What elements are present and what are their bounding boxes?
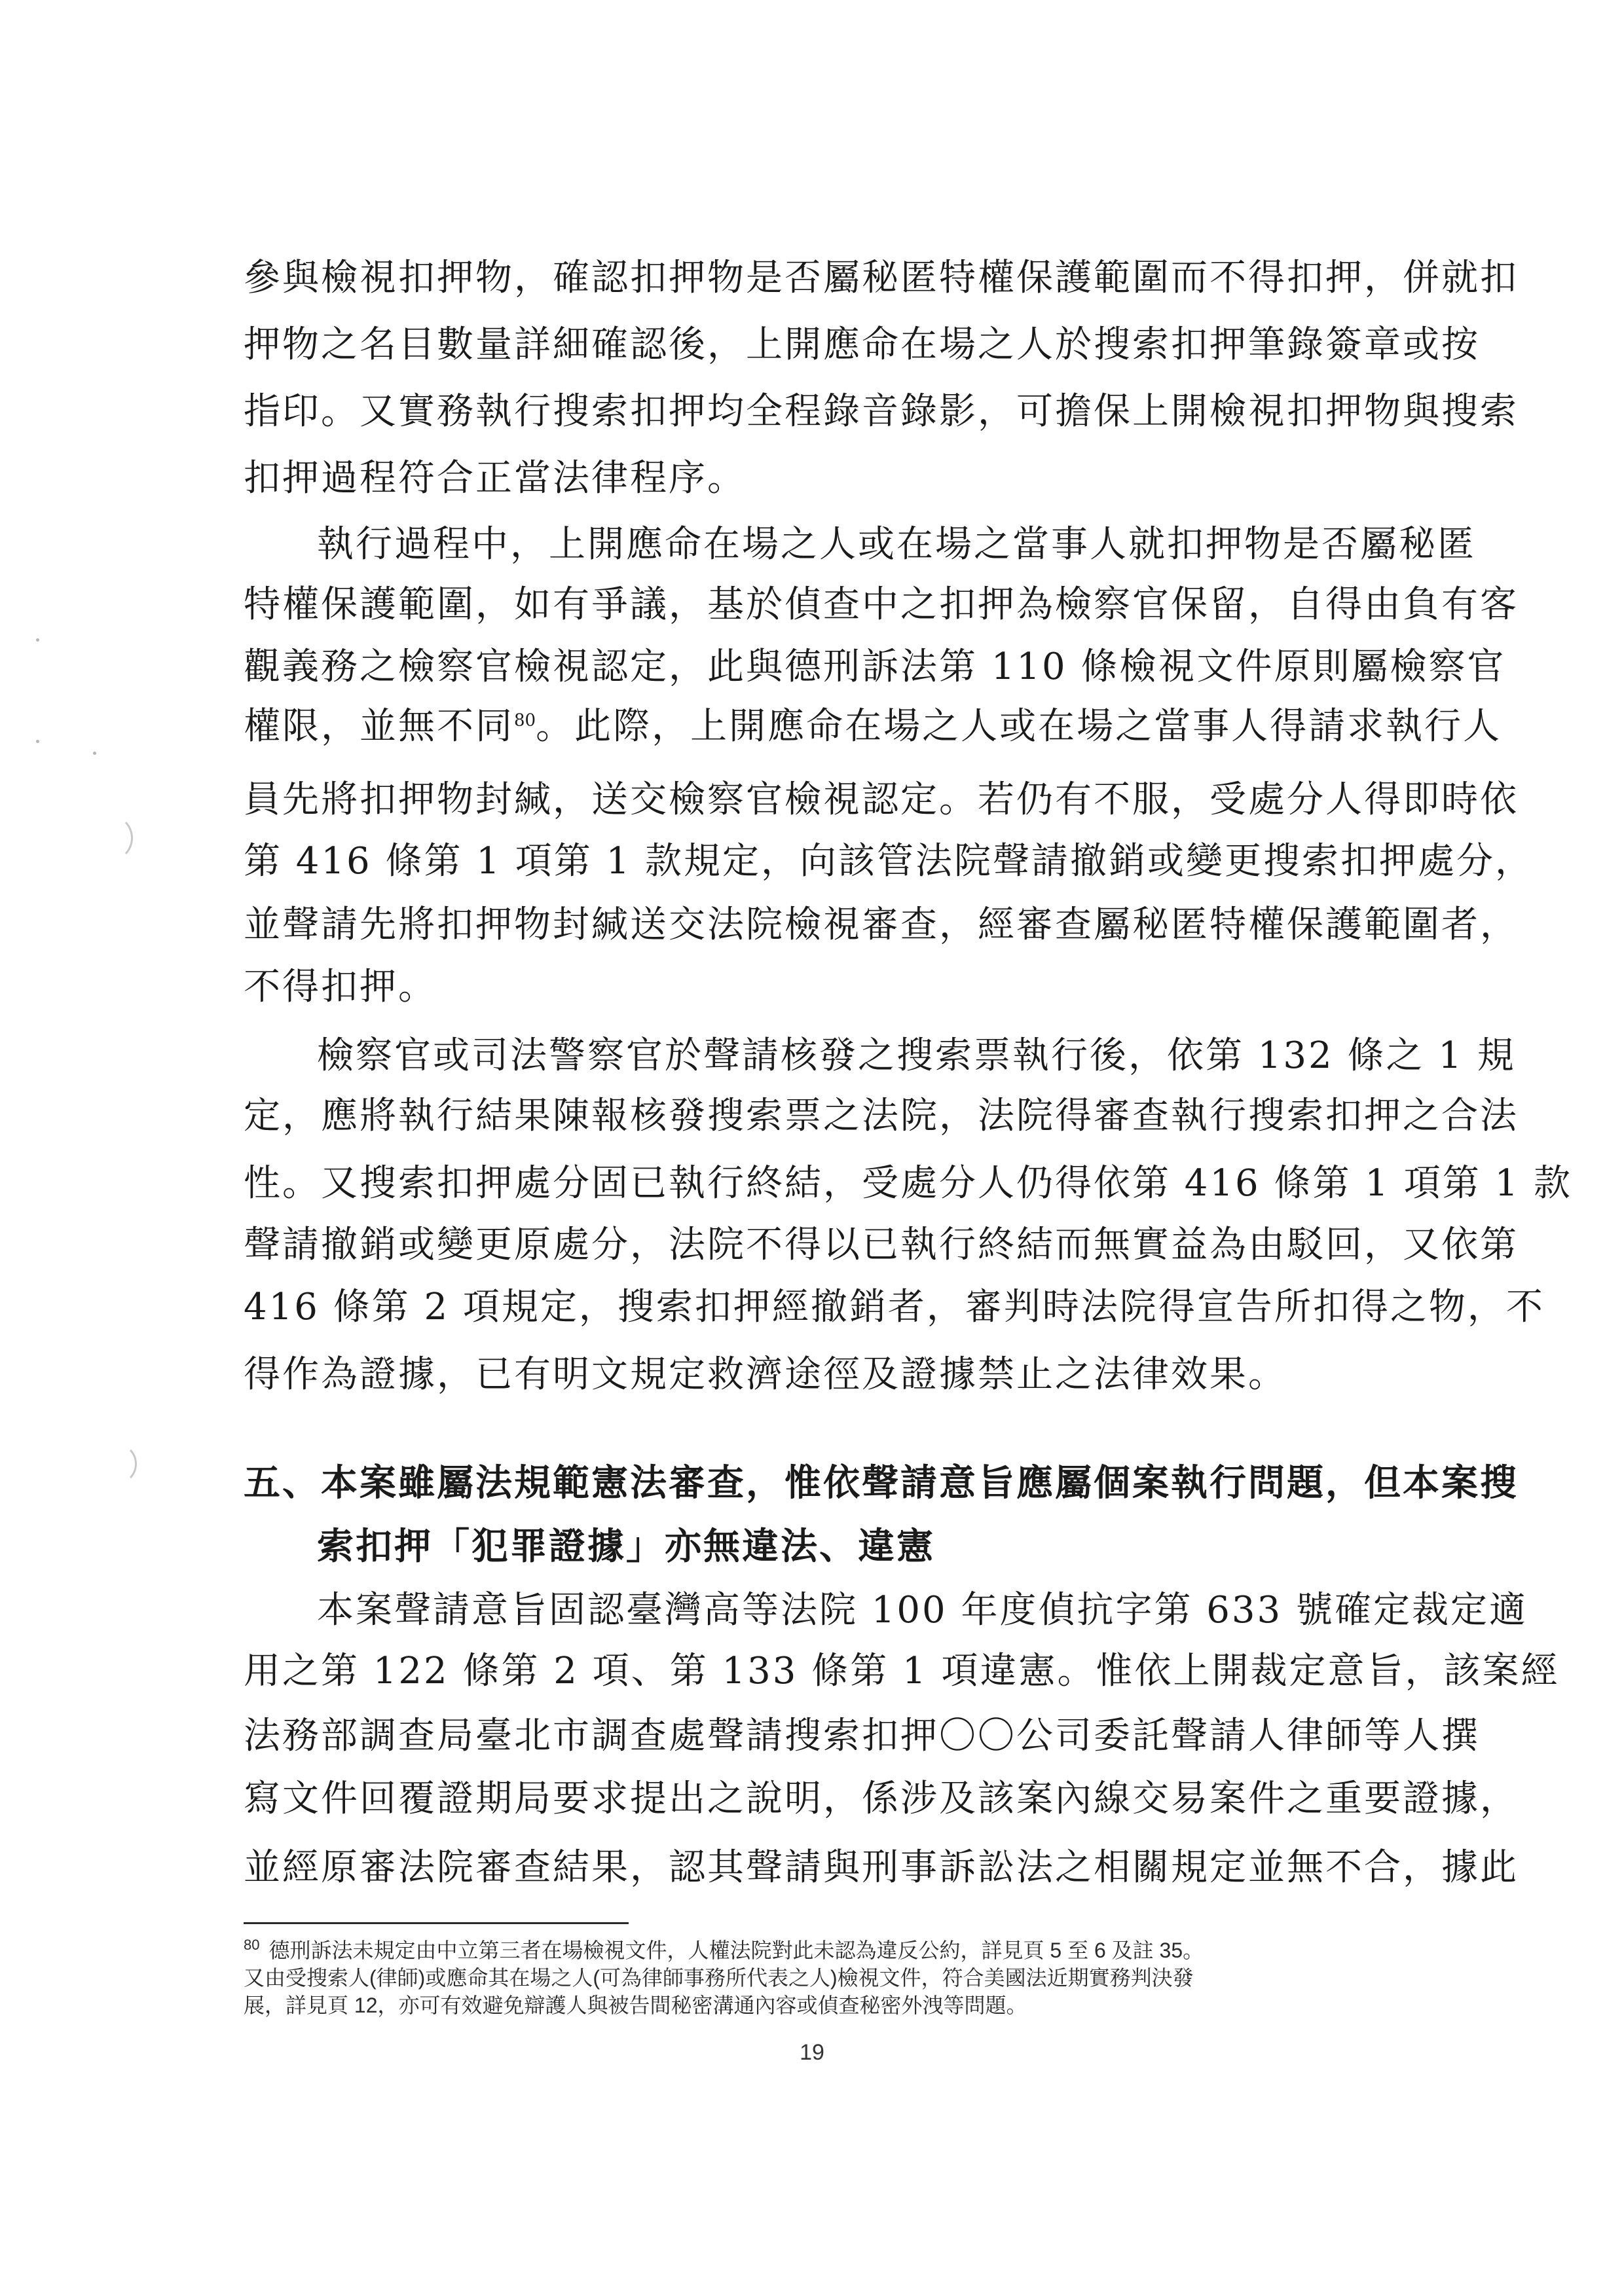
paragraph1-line: 扣押過程符合正當法律程序。	[244, 457, 746, 500]
paragraph3-line: 416 條第 2 項規定，搜索扣押經撤銷者，審判時法院得宣告所扣得之物，不	[244, 1286, 1545, 1328]
page-number: 19	[800, 2040, 824, 2065]
paragraph2-line: 執行過程中，上開應命在場之人或在場之當事人就扣押物是否屬秘匿	[317, 523, 1476, 566]
scan-hole-mark	[89, 815, 133, 861]
scan-dot	[36, 638, 39, 642]
section5-line: 法務部調查局臺北市調查處聲請搜索扣押〇〇公司委託聲請人律師等人撰	[244, 1715, 1480, 1757]
paragraph3-line: 性。又搜索扣押處分固已執行終結，受處分人仍得依第 416 條第 1 項第 1 款	[244, 1162, 1572, 1205]
footnote-divider	[244, 1922, 629, 1924]
paragraph2-line4-before: 權限，並無不同	[244, 705, 514, 748]
footnote	[244, 1937, 1422, 2019]
paragraph3-line: 聲請撤銷或變更原處分，法院不得以已執行終結而無實益為由駁回，又依第	[244, 1224, 1519, 1266]
footnote-text: 德刑訴法未規定由中立第三者在場檢視文件，人權法院對此未認為違反公約，詳見頁 5 至 6 及註 35。	[268, 1939, 1204, 1962]
paragraph2-line4-after: 。此際，上開應命在場之人或在場之當事人得請求執行人	[536, 705, 1502, 748]
paragraph2-line: 並聲請先將扣押物封緘送交法院檢視審查，經審查屬秘匿特權保護範圍者，	[244, 903, 1519, 946]
footnote-line: 又由受搜索人(律師)或應命其在場之人(可為律師事務所代表之人)檢視文件，符合美國法近期實務判決發	[244, 1966, 1194, 1990]
footnote-line: 展，詳見頁 12，亦可有效避免辯護人與被告間秘密溝通內容或偵查秘密外洩等問題。	[244, 1994, 1027, 2017]
section5-line: 用之第 122 條第 2 項、第 133 條第 1 項違憲。惟依上開裁定意旨，該案經	[244, 1650, 1560, 1692]
paragraph2-line: 員先將扣押物封緘，送交檢察官檢視認定。若仍有不服，受處分人得即時依	[244, 778, 1519, 821]
paragraph2-line: 觀義務之檢察官檢視認定，此與德刑訴法第 110 條檢視文件原則屬檢察官	[244, 646, 1506, 688]
paragraph1-line: 押物之名目數量詳細確認後，上開應命在場之人於搜索扣押筆錄簽章或按	[244, 323, 1480, 366]
footnote-reference: 80	[514, 710, 536, 731]
section5-heading: 五、本案雖屬法規範憲法審查，惟依聲請意旨應屬個案執行問題，但本案搜	[244, 1461, 1519, 1504]
section5-line: 本案聲請意旨固認臺灣高等法院 100 年度偵抗字第 633 號確定裁定適	[317, 1589, 1528, 1631]
paragraph3-line: 檢察官或司法警察官於聲請核發之搜索票執行後，依第 132 條之 1 規	[317, 1034, 1516, 1077]
scan-dot	[93, 752, 96, 755]
paragraph1-line: 指印。又實務執行搜索扣押均全程錄音錄影，可擔保上開檢視扣押物與搜索	[244, 390, 1519, 433]
paragraph3-line: 得作為證據，已有明文規定救濟途徑及證據禁止之法律效果。	[244, 1353, 1287, 1396]
paragraph2-line: 不得扣押。	[244, 966, 437, 1008]
scan-hole-mark	[98, 1444, 137, 1484]
section5-line: 並經原審法院審查結果，認其聲請與刑事訴訟法之相關規定並無不合，據此	[244, 1846, 1519, 1889]
paragraph2-line: 特權保護範圍，如有爭議，基於偵查中之扣押為檢察官保留，自得由負有客	[244, 583, 1519, 626]
paragraph2-line: 第 416 條第 1 項第 1 款規定，向該管法院聲請撤銷或變更搜索扣押處分，	[244, 840, 1534, 883]
footnote-line	[244, 1937, 1422, 1964]
section5-line: 寫文件回覆證期局要求提出之說明，係涉及該案內線交易案件之重要證據，	[244, 1777, 1519, 1820]
paragraph2-line-with-footnote	[244, 701, 1502, 753]
paragraph3-line: 定，應將執行結果陳報核發搜索票之法院，法院得審查執行搜索扣押之合法	[244, 1095, 1519, 1137]
scan-dot	[36, 740, 39, 743]
section5-heading-continued: 索扣押「犯罪證據」亦無違法、違憲	[317, 1525, 935, 1568]
paragraph1-line: 參與檢視扣押物，確認扣押物是否屬秘匿特權保護範圍而不得扣押，併就扣	[244, 257, 1519, 299]
footnote-number: 80	[244, 1937, 260, 1954]
